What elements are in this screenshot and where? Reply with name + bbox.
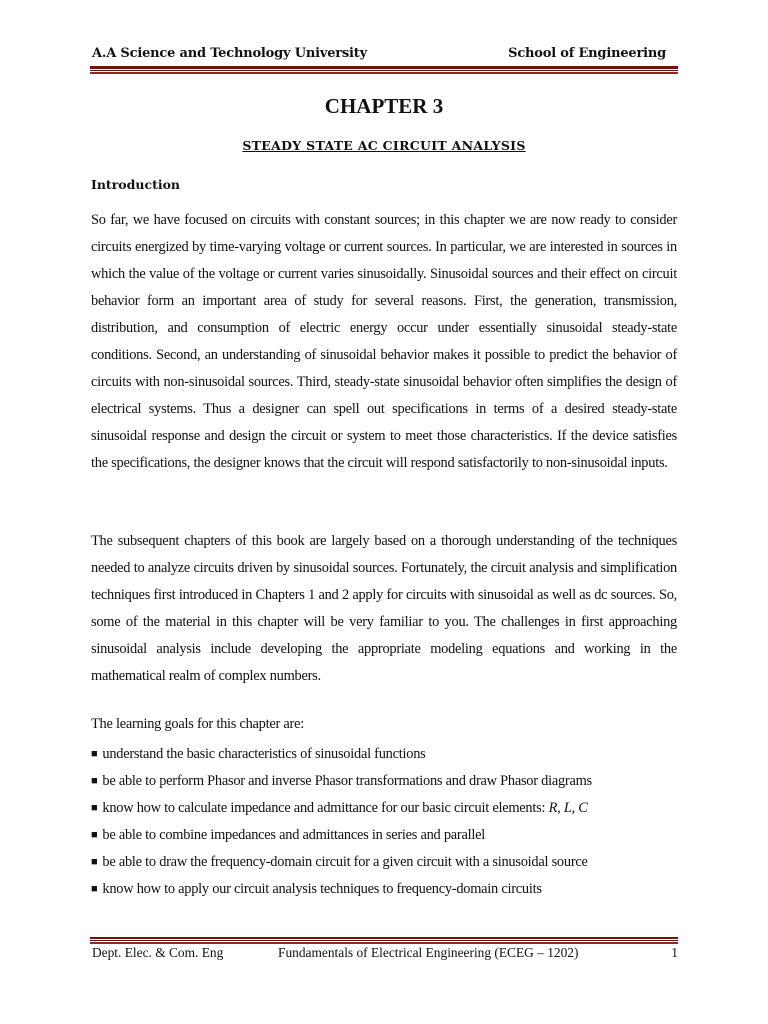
list-item — [91, 822, 691, 849]
header-rule-middle — [90, 70, 678, 71]
goal-text: be able to combine impedances and admittances in series and parallel — [102, 827, 485, 843]
goal-text: understand the basic characteristics of sinusoidal functions — [102, 746, 426, 762]
goal-text: be able to draw the frequency-domain circuit for a given circuit with a sinusoidal source — [102, 854, 588, 870]
circuit-elements: R, L, C — [548, 800, 588, 816]
bullet-square-icon: ■ — [91, 775, 98, 787]
learning-goals-intro: The learning goals for this chapter are: — [91, 716, 304, 732]
footer-rule-middle — [90, 940, 678, 941]
list-item — [91, 849, 691, 876]
header-university: A.A Science and Technology University — [92, 46, 367, 61]
bullet-square-icon: ■ — [91, 748, 98, 760]
learning-goals-list — [91, 741, 691, 903]
footer-rule-top — [90, 937, 678, 939]
goal-text: know how to calculate impedance and admittance for our basic circuit elements: — [102, 800, 546, 816]
section-heading-introduction: Introduction — [91, 177, 181, 192]
footer-dept: Dept. Elec. & Com. Eng — [92, 945, 224, 960]
bullet-square-icon: ■ — [91, 829, 98, 841]
header-rule-top — [90, 66, 678, 69]
list-item — [91, 768, 691, 795]
list-item — [91, 795, 691, 822]
bullet-square-icon: ■ — [91, 802, 98, 814]
header-rule-bottom — [90, 72, 678, 74]
bullet-square-icon: ■ — [91, 883, 98, 895]
paragraph-intro-2: The subsequent chapters of this book are largely based on a thorough understanding of the techniques needed to analyze circuits driven by sinusoidal sources. Fortunately, the circuit analysis and simplification techniques first introduced in Chapters 1 and 2 apply for circuits with sinusoidal as well as dc sources. So, some of the material in this chapter will be very familiar to you. The challenges in first approaching sinusoidal analysis include developing the appropriate modeling equations and working in the mathematical realm of complex numbers. — [91, 533, 677, 684]
chapter-subtitle: STEADY STATE AC CIRCUIT ANALYSIS — [242, 138, 526, 153]
goal-text: know how to apply our circuit analysis techniques to frequency-domain circuits — [102, 881, 542, 897]
page-header — [92, 46, 666, 61]
footer-rule-bottom — [90, 942, 678, 944]
list-item — [91, 876, 691, 903]
footer-course: Fundamentals of Electrical Engineering (ECEG – 1202) — [278, 945, 579, 960]
list-item — [91, 741, 691, 768]
page-footer — [92, 945, 678, 965]
goal-text: be able to perform Phasor and inverse Phasor transformations and draw Phasor diagrams — [102, 773, 592, 789]
page-number: 1 — [671, 945, 678, 960]
header-school: School of Engineering — [508, 46, 666, 61]
chapter-title: CHAPTER 3 — [324, 94, 444, 118]
paragraph-intro-1: So far, we have focused on circuits with constant sources; in this chapter we are now ready to consider circuits energized by time-varying voltage or current sources. In particular, we are interested in sources in which the value of the voltage or current varies sinusoidally. Sinusoidal sources and their effect on circuit behavior form an important area of study for several reasons. First, the generation, transmission, distribution, and consumption of electric energy occur under essentially sinusoidal steady-state conditions. Second, an understanding of sinusoidal behavior makes it possible to predict the behavior of circuits with non-sinusoidal sources. Third, steady-state sinusoidal behavior often simplifies the design of electrical systems. Thus a designer can spell out specifications in terms of a desired steady-state sinusoidal response and design the circuit or system to meet those characteristics. If the device satisfies the specifications, the designer knows that the circuit will respond satisfactorily to non-sinusoidal inputs. — [91, 212, 677, 471]
bullet-square-icon: ■ — [91, 856, 98, 868]
